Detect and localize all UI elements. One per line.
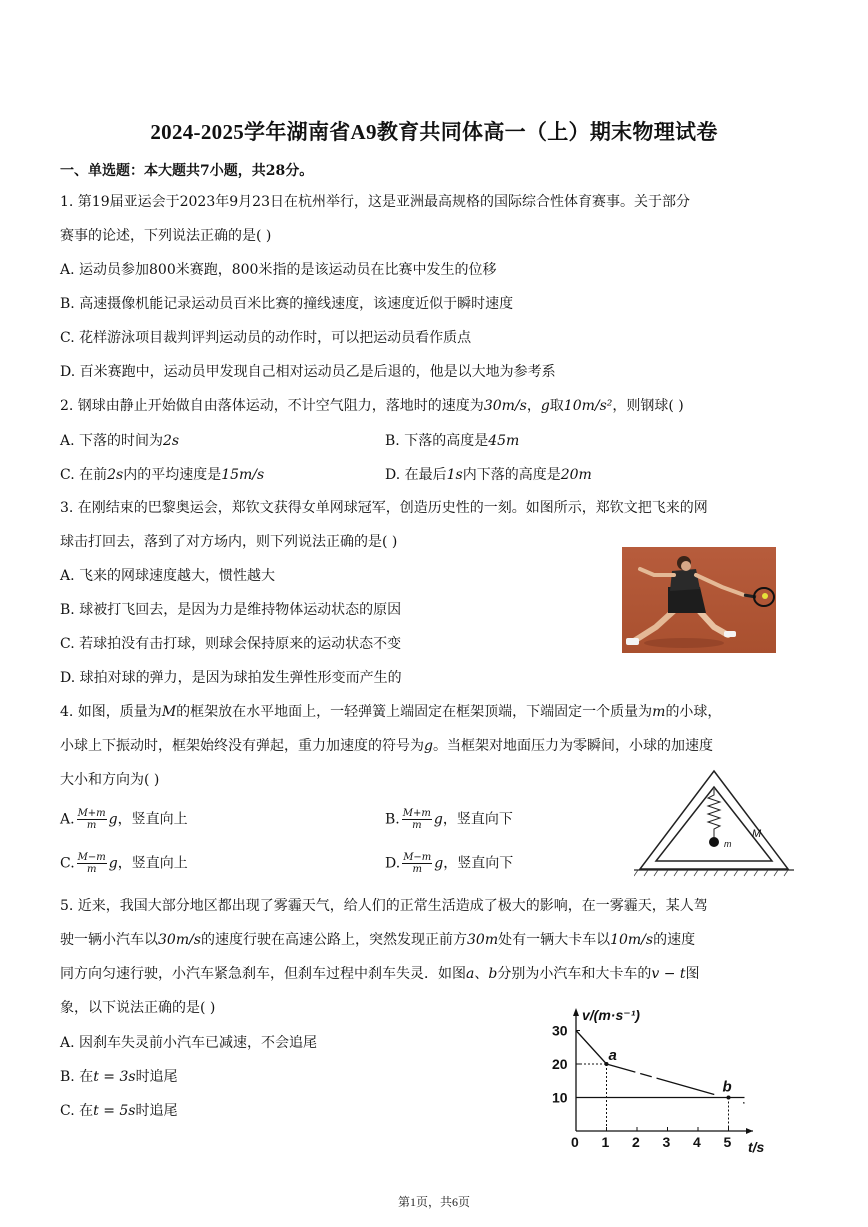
section-heading: 一、单选题：本大题共7小题，共28分。 bbox=[60, 163, 314, 179]
q1-option-d: D. 百米赛跑中，运动员甲发现自己相对运动员乙是后退的，他是以大地为参考系 bbox=[60, 364, 556, 380]
q5-stem-line4: 象，以下说法正确的是( ) bbox=[60, 1000, 216, 1016]
y-axis-label: v/(m·s⁻¹) bbox=[582, 1007, 640, 1023]
fig-label-m: m bbox=[724, 839, 732, 849]
q5-option-a: A. 因刹车失灵前小汽车已减速，不会追尾 bbox=[60, 1035, 318, 1051]
q4-option-a: A. $\frac{M+m}{m}$ g，竖直向上 bbox=[60, 808, 188, 831]
q3-stem-line2: 球击打回去，落到了对方场内，则下列说法正确的是( ) bbox=[60, 534, 398, 550]
x-tick-label-0: 0 bbox=[571, 1134, 579, 1150]
x-axis-arrow bbox=[746, 1128, 753, 1134]
q4-option-d: D. $\frac{M-m}{m}$ g，竖直向下 bbox=[385, 852, 514, 875]
q1-option-c: C. 花样游泳项目裁判评判运动员的动作时，可以把运动员看作质点 bbox=[60, 330, 472, 346]
page-title: 2024-2025学年湖南省A9教育共同体高一（上）期末物理试卷 bbox=[150, 120, 718, 144]
label-a: a bbox=[608, 1047, 617, 1064]
q4-stem-line1: 4. 如图，质量为M的框架放在水平地面上，一轻弹簧上端固定在框架顶端，下端固定一个质量为m的小球， bbox=[60, 704, 722, 720]
q4-option-b: B. $\frac{M+m}{m}$ g，竖直向下 bbox=[385, 808, 513, 831]
page-footer: 第1页，共6页 bbox=[397, 1195, 470, 1209]
x-tick-label-2: 2 bbox=[632, 1134, 640, 1150]
x-tick-label-5: 5 bbox=[723, 1134, 732, 1150]
q5-stem-line3: 同方向匀速行驶，小汽车紧急刹车，但刹车过程中刹车失灵．如图a、b分别为小汽车和大卡车的v − t图 bbox=[60, 966, 700, 982]
series-a-segment-1 bbox=[576, 1031, 607, 1065]
fig-label-M: M bbox=[752, 828, 762, 840]
q4-option-c: C. $\frac{M-m}{m}$ g，竖直向上 bbox=[60, 852, 188, 875]
y-tick-label-30: 30 bbox=[552, 1022, 568, 1039]
vt-chart bbox=[548, 1000, 778, 1155]
tennis-photo bbox=[622, 547, 776, 653]
q1-option-b: B. 高速摄像机能记录运动员百米比赛的撞线速度，该速度近似于瞬时速度 bbox=[60, 296, 514, 312]
x-tick-label-3: 3 bbox=[662, 1134, 671, 1150]
q3-option-c: C. 若球拍没有击打球，则球会保持原来的运动状态不变 bbox=[60, 636, 402, 652]
q3-option-b: B. 球被打飞回去，是因为力是维持物体运动状态的原因 bbox=[60, 602, 402, 618]
point-b bbox=[727, 1096, 731, 1100]
q1-stem-line2: 赛事的论述，下列说法正确的是( ) bbox=[60, 228, 272, 244]
q4-stem-line2: 小球上下振动时，框架始终没有弹起，重力加速度的符号为g。当框架对地面压力为零瞬间，小球的加速度 bbox=[60, 738, 713, 754]
q1-option-a: A. 运动员参加800米赛跑，800米指的是该运动员在比赛中发生的位移 bbox=[60, 262, 497, 278]
q5-option-b: B. 在t = 3s时追尾 bbox=[60, 1069, 178, 1085]
q5-stem-line2: 驶一辆小汽车以30m/s的速度行驶在高速公路上，突然发现正前方30m处有一辆大卡车以10m/s的速度 bbox=[60, 932, 696, 948]
q3-stem-line1: 3. 在刚结束的巴黎奥运会，郑钦文获得女单网球冠军，创造历史性的一刻。如图所示，郑钦文把飞来的网 bbox=[60, 500, 708, 516]
q2-option-c: C. 在前2s内的平均速度是15m/s bbox=[60, 467, 265, 483]
q5-option-c: C. 在t = 5s时追尾 bbox=[60, 1103, 178, 1119]
y-tick-label-20: 20 bbox=[552, 1056, 568, 1072]
q3-option-a: A. 飞来的网球速度越大，惯性越大 bbox=[60, 568, 276, 584]
label-b: b bbox=[722, 1078, 732, 1096]
q2-option-a: A. 下落的时间为2s bbox=[60, 433, 180, 449]
q4-stem-line3: 大小和方向为( ) bbox=[60, 772, 160, 788]
x-tick-label-4: 4 bbox=[693, 1134, 701, 1150]
q5-stem-line1: 5. 近来，我国大部分地区都出现了雾霾天气，给人们的正常生活造成了极大的影响，在一雾霾天，某人驾 bbox=[60, 898, 708, 914]
q3-option-d: D. 球拍对球的弹力，是因为球拍发生弹性形变而产生的 bbox=[60, 670, 402, 686]
frame-spring-figure bbox=[634, 765, 794, 877]
q2-option-d: D. 在最后1s内下落的高度是20m bbox=[385, 467, 592, 483]
q2-option-b: B. 下落的高度是45m bbox=[385, 433, 520, 449]
x-tick-label-1: 1 bbox=[601, 1134, 610, 1150]
q2-stem: 2. 钢球由静止开始做自由落体运动，不计空气阻力，落地时的速度为30m/s，g取10m/s²，则钢球( ) bbox=[60, 398, 684, 414]
y-axis-arrow bbox=[573, 1008, 579, 1016]
q1-stem-line1: 1. 第19届亚运会于2023年9月23日在杭州举行，这是亚洲最高规格的国际综合性体育赛事。关于部分 bbox=[60, 194, 690, 210]
x-axis-label: t/s bbox=[748, 1139, 765, 1155]
y-tick-label-10: 10 bbox=[552, 1089, 568, 1106]
